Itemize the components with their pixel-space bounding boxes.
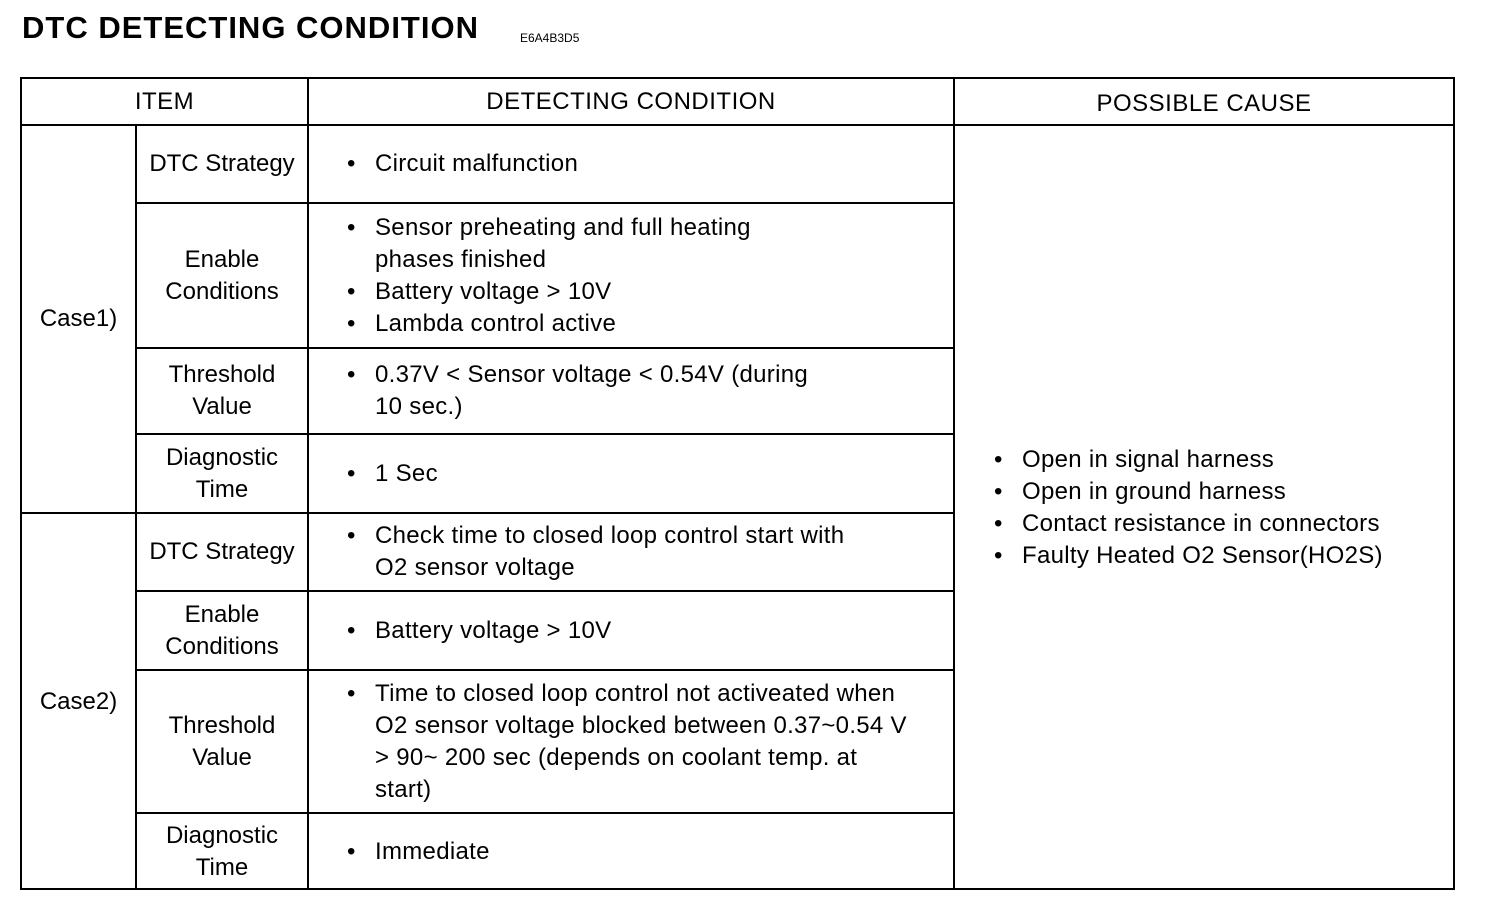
condition-cell bbox=[341, 592, 901, 669]
condition-cell bbox=[341, 671, 916, 812]
condition-item: • Lambda control active bbox=[341, 308, 821, 340]
item-label: Threshold Value bbox=[168, 711, 276, 771]
item-label: Enable Conditions bbox=[165, 600, 279, 660]
cause-item: • Open in ground harness bbox=[988, 476, 1448, 508]
condition-item: • 1 Sec bbox=[341, 458, 901, 490]
cause-item: • Faulty Heated O2 Sensor(HO2S) bbox=[988, 540, 1448, 572]
case-label: Case2) bbox=[39, 688, 118, 715]
divider bbox=[953, 79, 955, 890]
divider bbox=[135, 124, 137, 890]
header-item: ITEM bbox=[134, 87, 195, 115]
condition-cell bbox=[341, 435, 901, 512]
cause-item: • Open in signal harness bbox=[988, 444, 1448, 476]
condition-item: • 0.37V < Sensor voltage < 0.54V (during 10 sec.) bbox=[341, 359, 811, 423]
condition-cell bbox=[341, 514, 881, 590]
item-label: DTC Strategy bbox=[149, 538, 295, 565]
dtc-condition-table bbox=[20, 77, 1455, 890]
header-possible-cause: POSSIBLE CAUSE bbox=[1096, 89, 1312, 117]
condition-item: • Time to closed loop control not activeated when O2 sensor voltage blocked between 0.37~0.54 V > 90~ 200 sec (depends on coolant temp. at start) bbox=[341, 678, 916, 806]
page-title: DTC DETECTING CONDITION bbox=[22, 10, 479, 45]
document-code: E6A4B3D5 bbox=[520, 31, 580, 45]
condition-item: • Check time to closed loop control start with O2 sensor voltage bbox=[341, 520, 881, 584]
condition-cell bbox=[341, 814, 901, 890]
condition-cell bbox=[341, 204, 821, 347]
condition-item: • Battery voltage > 10V bbox=[341, 615, 901, 647]
item-label: Threshold Value bbox=[168, 361, 276, 420]
condition-cell bbox=[341, 126, 901, 202]
condition-item: • Sensor preheating and full heating phases finished bbox=[341, 212, 821, 276]
cause-item: • Contact resistance in connectors bbox=[988, 508, 1448, 540]
item-label: Diagnostic Time bbox=[165, 822, 279, 881]
condition-item: • Circuit malfunction bbox=[341, 148, 901, 180]
header-detecting-condition: DETECTING CONDITION bbox=[486, 87, 776, 115]
possible-cause-list bbox=[988, 126, 1448, 890]
condition-item: • Battery voltage > 10V bbox=[341, 276, 821, 308]
item-label: Diagnostic Time bbox=[165, 443, 279, 503]
case-label: Case1) bbox=[39, 305, 118, 332]
condition-cell bbox=[341, 349, 811, 433]
divider bbox=[307, 79, 309, 890]
item-label: Enable Conditions bbox=[165, 245, 279, 305]
item-label: DTC Strategy bbox=[149, 150, 295, 177]
condition-item: • Immediate bbox=[341, 836, 901, 868]
